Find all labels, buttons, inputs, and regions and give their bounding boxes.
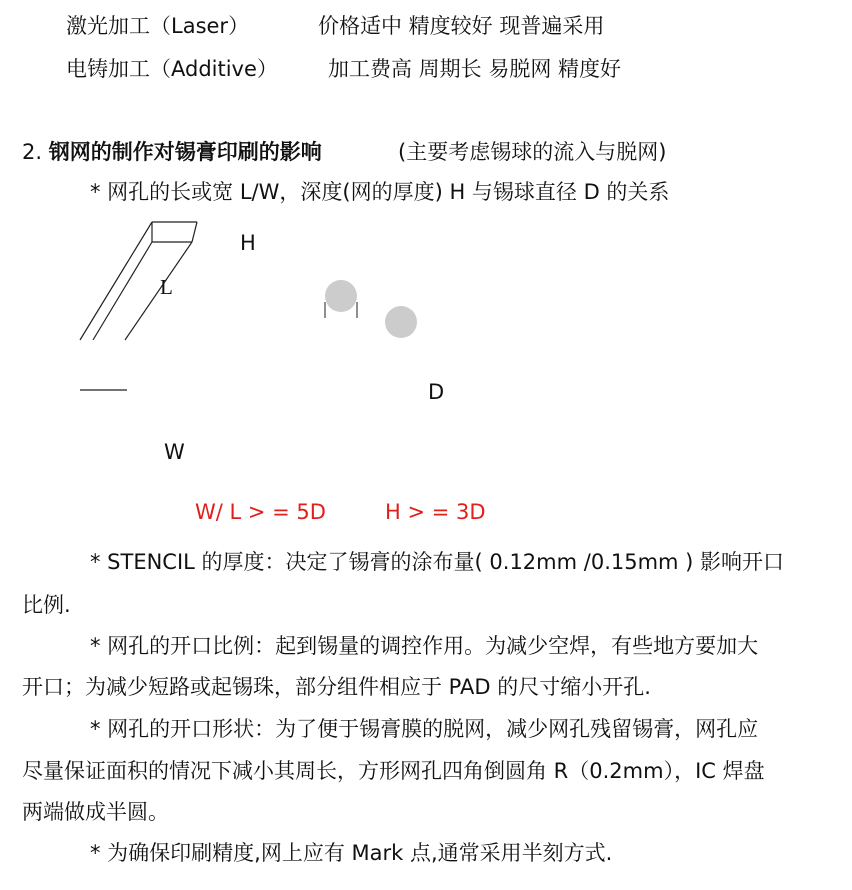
section-title: 钢网的制作对锡膏印刷的影响 xyxy=(48,140,322,164)
additive-process-name: 电铸加工（Additive） xyxy=(66,57,278,81)
ratio-line-1: * 网孔的开口比例：起到锡量的调控作用。为减少空焊，有些地方要加大 xyxy=(90,634,759,658)
label-h: H xyxy=(240,231,256,255)
stencil-line-1: * STENCIL 的厚度：决定了锡膏的涂布量( 0.12mm /0.15mm ) 影响开口 xyxy=(90,550,785,574)
label-d: D xyxy=(428,380,445,404)
formula-h: H > = 3D xyxy=(385,500,486,524)
solder-ball-2 xyxy=(385,306,417,338)
section-subtitle: (主要考虑锡球的流入与脱网) xyxy=(398,140,667,164)
laser-process-name: 激光加工（Laser） xyxy=(66,14,250,38)
section-number: 2. xyxy=(22,140,43,164)
mark-line: * 为确保印刷精度,网上应有 Mark 点,通常采用半刻方式. xyxy=(90,841,613,865)
shape-line-2: 尽量保证面积的情况下减小其周长，方形网孔四角倒圆角 R（0.2mm），IC 焊盘 xyxy=(22,759,765,783)
shape-line-3: 两端做成半圆。 xyxy=(22,800,169,824)
ratio-line-2: 开口；为减少短路或起锡珠，部分组件相应于 PAD 的尺寸缩小开孔. xyxy=(22,675,651,699)
shape-line-1: * 网孔的开口形状：为了便于锡膏膜的脱网，减少网孔残留锡膏，网孔应 xyxy=(90,717,759,741)
aperture-prism xyxy=(80,222,197,340)
relation-bullet: * 网孔的长或宽 L/W，深度(网的厚度) H 与锡球直径 D 的关系 xyxy=(90,180,670,204)
label-w: W xyxy=(164,440,185,464)
laser-process-notes: 价格适中 精度较好 现普遍采用 xyxy=(318,14,605,38)
solder-ball-1 xyxy=(325,280,357,312)
stencil-line-2: 比例. xyxy=(22,593,71,617)
label-l: L xyxy=(160,275,173,299)
formula-wl: W/ L > = 5D xyxy=(195,500,326,524)
additive-process-notes: 加工费高 周期长 易脱网 精度好 xyxy=(328,57,622,81)
